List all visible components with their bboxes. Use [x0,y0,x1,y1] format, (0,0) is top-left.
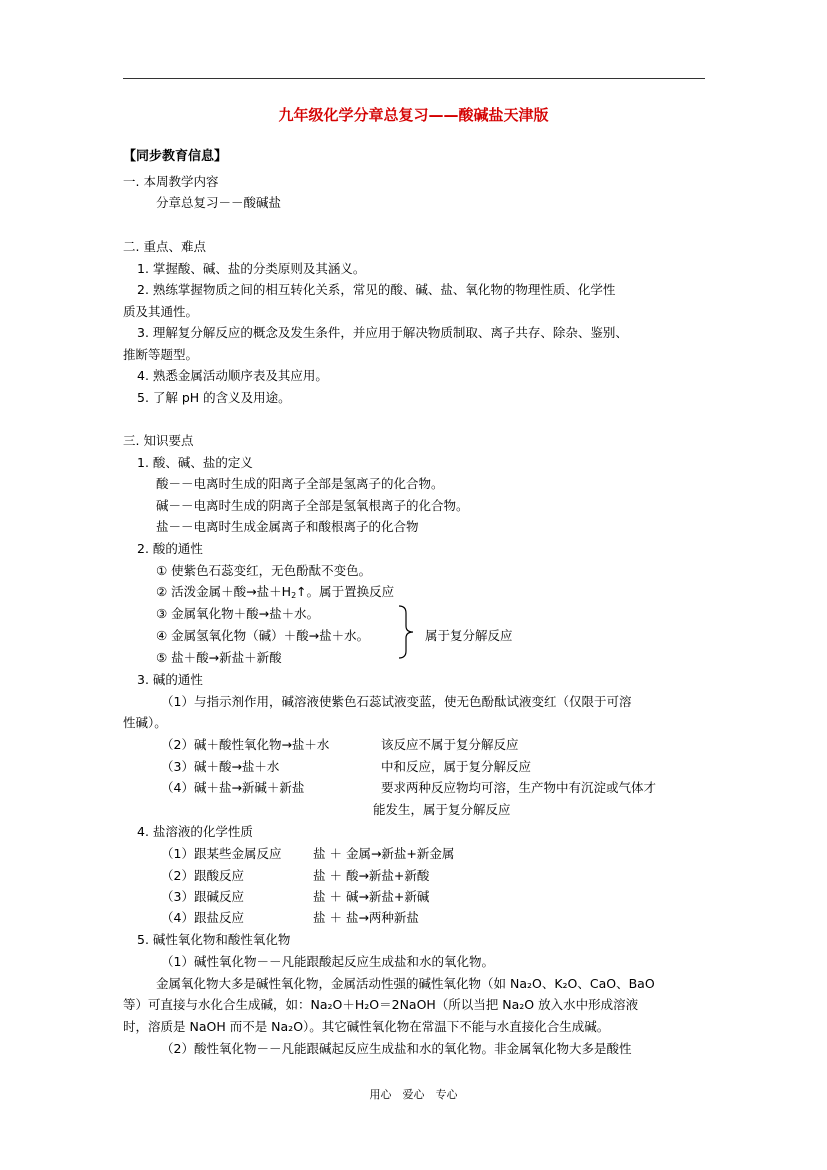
base-property-right: 该反应不属于复分解反应 [381,737,519,752]
subsection-title: 1. 酸、碱、盐的定义 [137,455,253,470]
page-title: 九年级化学分章总复习——酸碱盐天津版 [278,106,549,124]
subsection-title: 2. 酸的通性 [137,541,203,556]
subsection-title: 4. 盐溶液的化学性质 [137,824,253,839]
oxide-paragraph-line: 时，溶质是 NaOH 而不是 Na₂O）。其它碱性氧化物在常温下不能与水直接化合生成碱。 [123,1019,610,1034]
salt-property-right: 盐 ＋ 酸→新盐+新酸 [313,868,430,883]
list-item: ③ 金属氧化物＋酸→盐＋水。 [156,606,320,621]
list-item: ⑤ 盐＋酸→新盐＋新酸 [156,650,282,665]
salt-property-right: 盐 ＋ 盐→两种新盐 [313,910,419,925]
definition-salt: 盐－－电离时生成金属离子和酸根离子的化合物 [156,519,419,534]
oxide-paragraph-line: 等）可直接与水化合生成碱，如：Na₂O＋H₂O＝2NaOH（所以当把 Na₂O 放入水中形成溶液 [123,997,639,1012]
subsection-title: 5. 碱性氧化物和酸性氧化物 [137,932,291,947]
section-3-heading: 三. 知识要点 [123,433,194,448]
oxide-paragraph-line: （2）酸性氧化物－－凡能跟碱起反应生成盐和水的氧化物。非金属氧化物大多是酸性 [161,1041,632,1056]
definition-acid: 酸－－电离时生成的阳离子全部是氢离子的化合物。 [156,476,444,491]
subsection-title: 3. 碱的通性 [137,672,203,687]
section-label: 【同步教育信息】 [123,149,228,164]
list-item: ④ 金属氢氧化物（碱）＋酸→盐＋水。 [156,628,370,643]
section-2-heading: 二. 重点、难点 [123,239,206,254]
curly-brace-icon [397,605,415,659]
brace-note: 属于复分解反应 [425,628,513,643]
salt-property-left: （3）跟碱反应 [161,889,244,904]
list-item: 2. 熟练掌握物质之间的相互转化关系，常见的酸、碱、盐、氧化物的物理性质、化学性 [137,282,616,297]
oxide-paragraph-line: 金属氧化物大多是碱性氧化物，金属活动性强的碱性氧化物（如 Na₂O、K₂O、CaO、BaO [156,976,655,991]
page-footer: 用心 爱心 专心 [369,1088,458,1101]
list-item: 推断等题型。 [123,347,199,362]
list-item: 3. 理解复分解反应的概念及发生条件，并应用于解决物质制取、离子共存、除杂、鉴别、 [137,325,628,340]
list-item: 5. 了解 pH 的含义及用途。 [137,390,291,405]
base-property-left: （4）碱＋盐→新碱＋新盐 [161,780,305,795]
base-property-right: 要求两种反应物均可溶，生产物中有沉淀或气体才 [381,780,657,795]
section-1-heading: 一. 本周教学内容 [123,174,219,189]
base-property-left: （2）碱＋酸性氧化物→盐＋水 [161,737,330,752]
base-property-line: 性碱）。 [123,715,167,730]
list-item: 1. 掌握酸、碱、盐的分类原则及其涵义。 [137,261,366,276]
salt-property-right: 盐 ＋ 碱→新盐+新碱 [313,889,430,904]
base-property-line: （1）与指示剂作用，碱溶液使紫色石蕊试液变蓝，使无色酚酞试液变红（仅限于可溶 [161,694,632,709]
list-item: ② 活泼金属＋酸→盐$+H_2↑$。属于置换反应 [156,584,395,600]
base-property-cont: 能发生，属于复分解反应 [373,802,511,817]
header-rule [123,78,705,79]
list-item: 4. 熟悉金属活动顺序表及其应用。 [137,368,328,383]
salt-property-right: 盐 ＋ 金属→新盐+新金属 [313,846,455,861]
salt-property-left: （4）跟盐反应 [161,910,244,925]
base-property-right: 中和反应，属于复分解反应 [381,759,532,774]
definition-base: 碱－－电离时生成的阴离子全部是氢氧根离子的化合物。 [156,498,469,513]
list-item: ① 使紫色石蕊变红，无色酚酞不变色。 [156,563,372,578]
oxide-paragraph-line: （1）碱性氧化物－－凡能跟酸起反应生成盐和水的氧化物。 [161,954,494,969]
list-item: 质及其通性。 [123,304,199,319]
base-property-left: （3）碱＋酸→盐＋水 [161,759,280,774]
section-1-content: 分章总复习－－酸碱盐 [156,195,282,210]
salt-property-left: （1）跟某些金属反应 [161,846,282,861]
salt-property-left: （2）跟酸反应 [161,868,244,883]
